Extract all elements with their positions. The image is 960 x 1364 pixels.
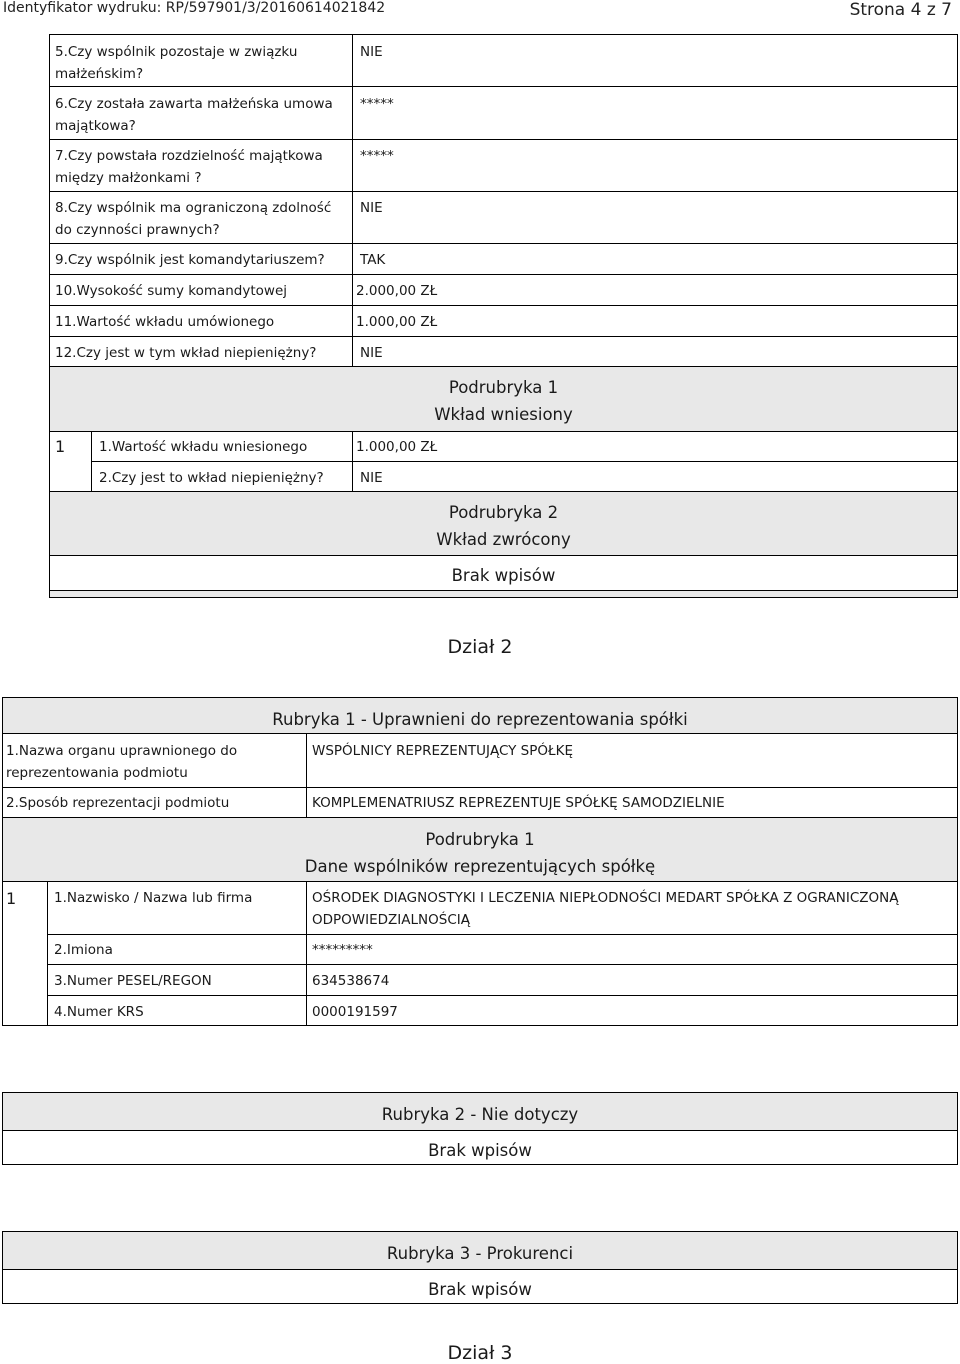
field-label: 5.Czy wspólnik pozostaje w związku małżeńskim?	[55, 44, 298, 82]
field-value: 1.000,00 ZŁ	[356, 314, 438, 330]
field-value: 634538674	[312, 973, 390, 989]
rule-right	[957, 34, 958, 598]
row-rule	[50, 243, 957, 244]
row-rule	[50, 86, 957, 87]
empty-entries: Brak wpisów	[428, 1280, 532, 1299]
row-rule	[50, 139, 957, 140]
field-value: 0000191597	[312, 1004, 398, 1020]
rubric-title: Rubryka 3 - Prokurenci	[386, 1244, 574, 1263]
field-value: NIE	[360, 44, 383, 60]
field-value: 1.000,00 ZŁ	[356, 439, 438, 455]
field-value: *********	[312, 942, 373, 958]
subsection-subtitle: Dane wspólników reprezentujących spółkę	[304, 857, 656, 876]
field-value: 2.000,00 ZŁ	[356, 283, 438, 299]
row-rule	[3, 787, 957, 788]
subsection-title: Podrubryka 1	[448, 378, 559, 397]
value-col-rule	[306, 733, 307, 818]
subsection-title: Podrubryka 2	[448, 503, 559, 522]
empty-entries: Brak wpisów	[428, 1141, 532, 1160]
field-label: 4.Numer KRS	[54, 1004, 144, 1020]
section-title: Dział 3	[447, 1342, 513, 1364]
field-label: 8.Czy wspólnik ma ograniczoną zdolność do czynności prawnych?	[55, 200, 332, 238]
index-col-rule	[47, 881, 48, 1025]
row-index: 1	[55, 437, 66, 456]
field-label: 10.Wysokość sumy komandytowej	[55, 283, 288, 299]
row-rule	[50, 431, 957, 432]
row-rule	[3, 881, 957, 882]
subsection-subtitle: Wkład wniesiony	[434, 405, 573, 424]
field-value: *****	[360, 96, 394, 112]
row-rule	[50, 305, 957, 306]
print-identifier: Identyfikator wydruku: RP/597901/3/20160614021842	[3, 0, 386, 16]
field-value: KOMPLEMENATRIUSZ REPREZENTUJE SPÓŁKĘ SAMODZIELNIE	[312, 795, 725, 811]
field-value: NIE	[360, 345, 383, 361]
field-label: 9.Czy wspólnik jest komandytariuszem?	[55, 252, 325, 268]
field-value: WSPÓLNICY REPREZENTUJĄCY SPÓŁKĘ	[312, 743, 573, 759]
field-label: 3.Numer PESEL/REGON	[54, 973, 212, 989]
field-label: 1.Nazwisko / Nazwa lub firma	[54, 890, 253, 906]
rule-top	[50, 34, 958, 35]
field-label: 12.Czy jest w tym wkład niepieniężny?	[55, 345, 317, 361]
row-rule	[50, 590, 957, 591]
row-rule	[50, 555, 957, 556]
row-rule	[50, 191, 957, 192]
field-label: 1.Wartość wkładu wniesionego	[99, 439, 308, 455]
row-rule	[3, 733, 957, 734]
row-rule	[2, 1025, 958, 1026]
row-rule	[50, 274, 957, 275]
row-rule	[48, 934, 957, 935]
field-value: *****	[360, 148, 394, 164]
rubric-title: Rubryka 2 - Nie dotyczy	[381, 1105, 579, 1124]
field-label: 2.Sposób reprezentacji podmiotu	[6, 795, 230, 811]
row-rule	[92, 461, 957, 462]
row-rule	[50, 597, 958, 598]
rule-col	[352, 34, 353, 366]
field-label: 6.Czy została zawarta małżeńska umowa majątkowa?	[55, 96, 333, 134]
row-rule	[48, 995, 957, 996]
rubric-title: Rubryka 1 - Uprawnieni do reprezentowania spółki	[272, 710, 688, 729]
page-number: Strona 4 z 7	[849, 0, 952, 20]
row-rule	[3, 1269, 957, 1270]
value-col-rule	[306, 881, 307, 1025]
section-title: Dział 2	[447, 636, 513, 658]
field-value: NIE	[360, 200, 383, 216]
field-label: 1.Nazwa organu uprawnionego do reprezentowania podmiotu	[6, 743, 238, 781]
rule-right	[957, 697, 958, 1026]
field-label: 7.Czy powstała rozdzielność majątkowa między małżonkami ?	[55, 148, 323, 186]
field-label: 2.Czy jest to wkład niepieniężny?	[99, 470, 324, 486]
field-label: 2.Imiona	[54, 942, 113, 958]
field-value: TAK	[360, 252, 386, 268]
field-label: 11.Wartość wkładu umówionego	[55, 314, 275, 330]
subsection-title: Podrubryka 1	[425, 830, 535, 849]
row-index: 1	[6, 889, 17, 908]
table-footer-bg	[50, 590, 957, 597]
row-rule	[3, 1130, 957, 1131]
empty-entries: Brak wpisów	[451, 566, 556, 585]
row-rule	[48, 964, 957, 965]
field-value: NIE	[360, 470, 383, 486]
subsection-subtitle: Wkład zwrócony	[436, 530, 571, 549]
field-value: OŚRODEK DIAGNOSTYKI I LECZENIA NIEPŁODNOŚCI MEDART SPÓŁKA Z OGRANICZONĄ ODPOWIEDZIALNOŚCIĄ	[312, 890, 899, 928]
row-rule	[50, 336, 957, 337]
